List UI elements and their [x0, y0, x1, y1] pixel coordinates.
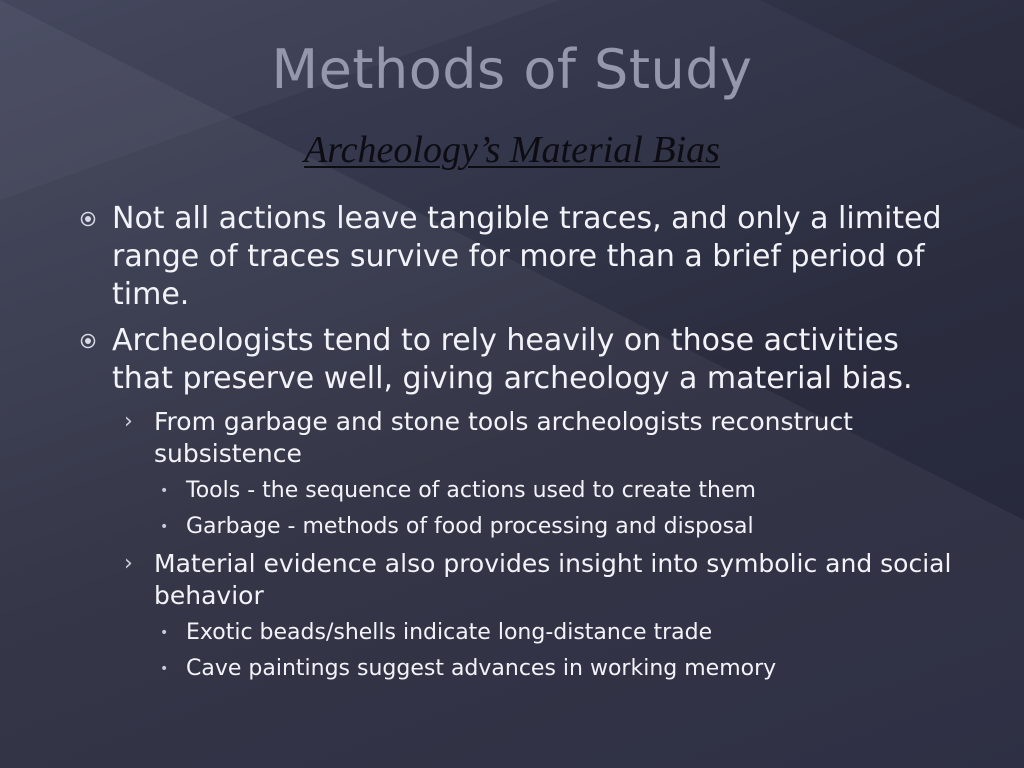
sub-sub-bullet-text: Exotic beads/shells indicate long-distance trade	[186, 620, 713, 645]
bullet-item	[72, 322, 952, 398]
chevron-right-icon: ›	[124, 551, 133, 576]
dot-bullet-icon: •	[160, 661, 169, 677]
sub-sub-bullet-item	[72, 654, 952, 684]
circle-dot-bullet-icon	[80, 333, 96, 349]
bullet-text: Not all actions leave tangible traces, and only a limited range of traces survive for more than a brief period of time.	[112, 201, 942, 312]
bullet-text: Archeologists tend to rely heavily on those activities that preserve well, giving archeology a material bias.	[112, 323, 913, 396]
sub-bullet-item	[72, 406, 952, 470]
circle-dot-bullet-icon	[80, 211, 96, 227]
sub-bullet-text: From garbage and stone tools archeologists reconstruct subsistence	[154, 407, 853, 468]
sub-sub-bullet-text: Garbage - methods of food processing and disposal	[186, 514, 754, 539]
slide-subtitle: Archeology’s Material Bias	[304, 129, 720, 171]
dot-bullet-icon: •	[160, 625, 169, 641]
sub-sub-bullet-item	[72, 618, 952, 648]
sub-bullet-text: Material evidence also provides insight into symbolic and social behavior	[154, 549, 952, 610]
chevron-right-icon: ›	[124, 409, 133, 434]
bullet-list	[72, 200, 952, 690]
sub-sub-bullet-text: Cave paintings suggest advances in working memory	[186, 656, 777, 681]
sub-bullet-item	[72, 548, 952, 612]
sub-sub-bullet-item	[72, 512, 952, 542]
slide-title: Methods of Study	[271, 38, 753, 101]
bullet-item	[72, 200, 952, 314]
dot-bullet-icon: •	[160, 483, 169, 499]
dot-bullet-icon: •	[160, 519, 169, 535]
sub-sub-bullet-item	[72, 476, 952, 506]
sub-sub-bullet-text: Tools - the sequence of actions used to create them	[186, 478, 756, 503]
